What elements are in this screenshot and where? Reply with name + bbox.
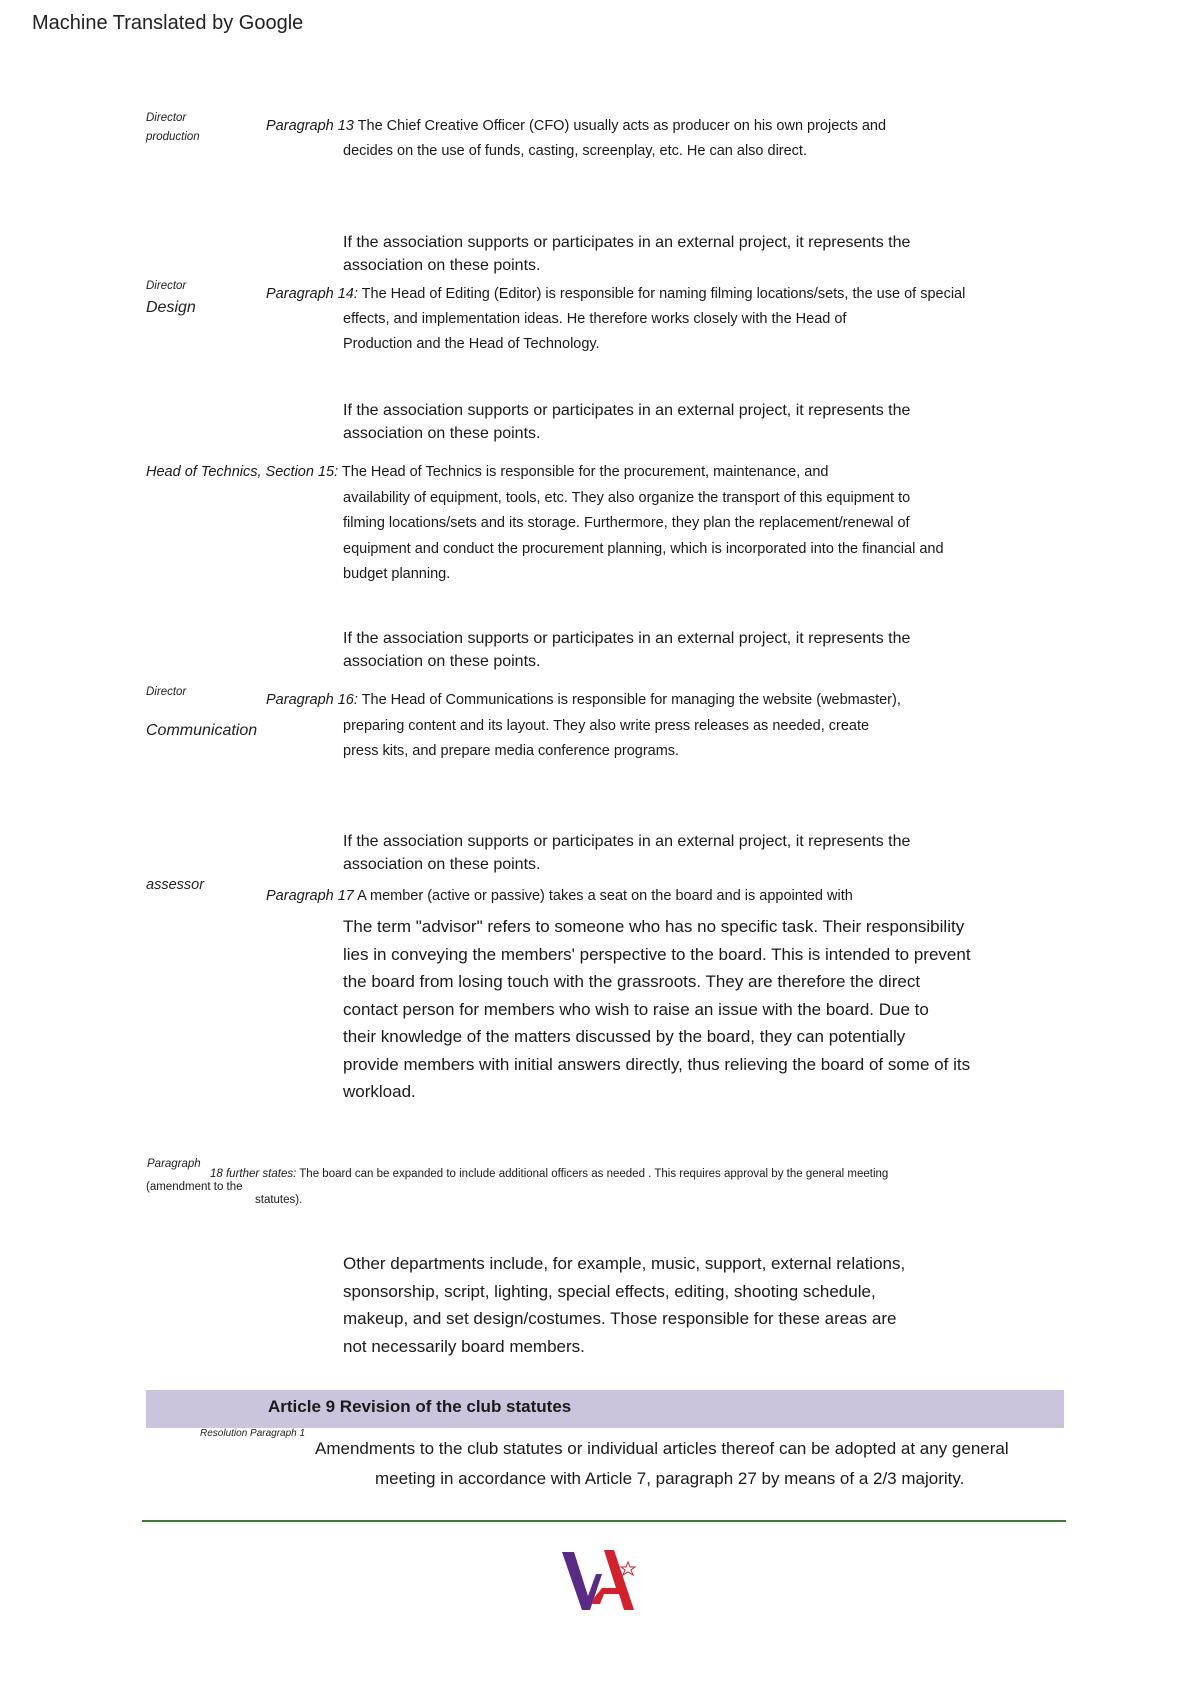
p14-label-director: Director (146, 280, 187, 292)
p14-ext-line2: association on these points. (343, 425, 541, 442)
p14-ref: Paragraph 14: (266, 286, 358, 302)
p13-ext-line1: If the association supports or participates in an external project, it represents the (343, 234, 911, 251)
p15-ext-line2: association on these points. (343, 653, 541, 670)
p16-label-communication: Communication (146, 722, 258, 739)
p16-line2: preparing content and its layout. They also write press releases as needed, create (343, 718, 870, 734)
p17-body-line: The term "advisor" refers to someone who has no specific task. Their responsibility (343, 917, 965, 936)
p16-line1: The Head of Communications is responsible for managing the website (webmaster), (357, 692, 901, 708)
article-9-line2: meeting in accordance with Article 7, paragraph 27 by means of a 2/3 majority. (375, 1469, 965, 1488)
p18-other-line: makeup, and set design/costumes. Those responsible for these areas are (343, 1309, 897, 1328)
p17-body-line: provide members with initial answers directly, thus relieving the board of some of its (343, 1054, 971, 1074)
p16-line3: press kits, and prepare media conference programs. (343, 743, 680, 759)
p14-line2: effects, and implementation ideas. He therefore works closely with the Head of (343, 311, 847, 327)
p18-other-line: not necessarily board members. (343, 1336, 585, 1356)
p16-first-line (266, 692, 901, 708)
p17-ref: Paragraph 17 (266, 888, 354, 904)
p15-ext-line1: If the association supports or participates in an external project, it represents the (343, 630, 911, 647)
p13-ext-line2: association on these points. (343, 257, 541, 274)
p16-ext-line2: association on these points. (343, 856, 541, 873)
p17-body-line: contact person for members who wish to raise an issue with the board. Due to (343, 999, 929, 1019)
va-logo-icon (560, 1544, 646, 1614)
p18-line3: statutes). (255, 1194, 303, 1206)
article-9-resolution-label: Resolution Paragraph 1 (200, 1428, 306, 1439)
p17-body-line: workload. (343, 1082, 416, 1101)
p16-ext-line1: If the association supports or participates in an external project, it represents the (343, 833, 911, 850)
p17-line1: A member (active or passive) takes a seat on the board and is appointed with (353, 888, 853, 904)
p16-label-director: Director (146, 686, 187, 698)
p18-line2: (amendment to the (146, 1181, 243, 1193)
p14-ext-line1: If the association supports or participates in an external project, it represents the (343, 402, 911, 419)
machine-translation-banner: Machine Translated by Google (32, 12, 304, 34)
p13-first-line (266, 118, 886, 134)
p17-body-line: their knowledge of the matters discussed by the board, they can potentially (343, 1027, 906, 1046)
p18-ref: 18 further states: (210, 1168, 297, 1180)
p16-ref: Paragraph 16: (266, 692, 358, 708)
p18-other-departments (343, 1252, 905, 1362)
p14-first-line (266, 286, 965, 302)
article-9-title: Article 9 Revision of the club statutes (268, 1397, 572, 1416)
p13-line2: decides on the use of funds, casting, screenplay, etc. He can also direct. (343, 143, 807, 159)
p18-first-line (210, 1168, 888, 1180)
p13-label-director: Director (146, 112, 187, 124)
p15-line3: filming locations/sets and its storage. Furthermore, they plan the replacement/renewal of (343, 515, 910, 531)
article-9-line1: Amendments to the club statutes or individual articles thereof can be adopted at any general (315, 1439, 1009, 1458)
p15-line4: equipment and conduct the procurement planning, which is incorporated into the financial and (343, 541, 944, 557)
footer-divider (142, 1520, 1066, 1522)
p18-label-paragraph: Paragraph (147, 1158, 201, 1170)
p17-label-assessor: assessor (146, 877, 205, 893)
p13-ref: Paragraph 13 (266, 118, 354, 134)
p18-other-line: Other departments include, for example, music, support, external relations, (343, 1254, 906, 1273)
p14-line3: Production and the Head of Technology. (343, 336, 600, 352)
p18-text: The board can be expanded to include additional officers as needed . This requires approval by the general meeting (296, 1168, 889, 1180)
p17-body (343, 915, 971, 1108)
p15-line2: availability of equipment, tools, etc. They also organize the transport of this equipment to (343, 490, 911, 506)
p14-label-design: Design (146, 299, 196, 316)
p15-first-line (146, 464, 828, 480)
p15-label: Head of Technics, Section 15: (146, 464, 339, 480)
p18-other-line: sponsorship, script, lighting, special effects, editing, shooting schedule, (343, 1281, 876, 1301)
p15-line5: budget planning. (343, 566, 451, 582)
p17-body-line: lies in conveying the members' perspective to the board. This is intended to prevent (343, 944, 971, 964)
va-logo-star (621, 1562, 635, 1575)
p14-line1: The Head of Editing (Editor) is responsible for naming filming locations/sets, the use of special (357, 286, 966, 302)
p13-line1: The Chief Creative Officer (CFO) usually acts as producer on his own projects and (353, 118, 887, 134)
p13-label-production: production (146, 131, 200, 143)
p15-line1: The Head of Technics is responsible for the procurement, maintenance, and (338, 464, 829, 480)
p17-body-line: the board from losing touch with the grassroots. They are therefore the direct (343, 972, 921, 991)
p17-first-line (266, 888, 853, 904)
